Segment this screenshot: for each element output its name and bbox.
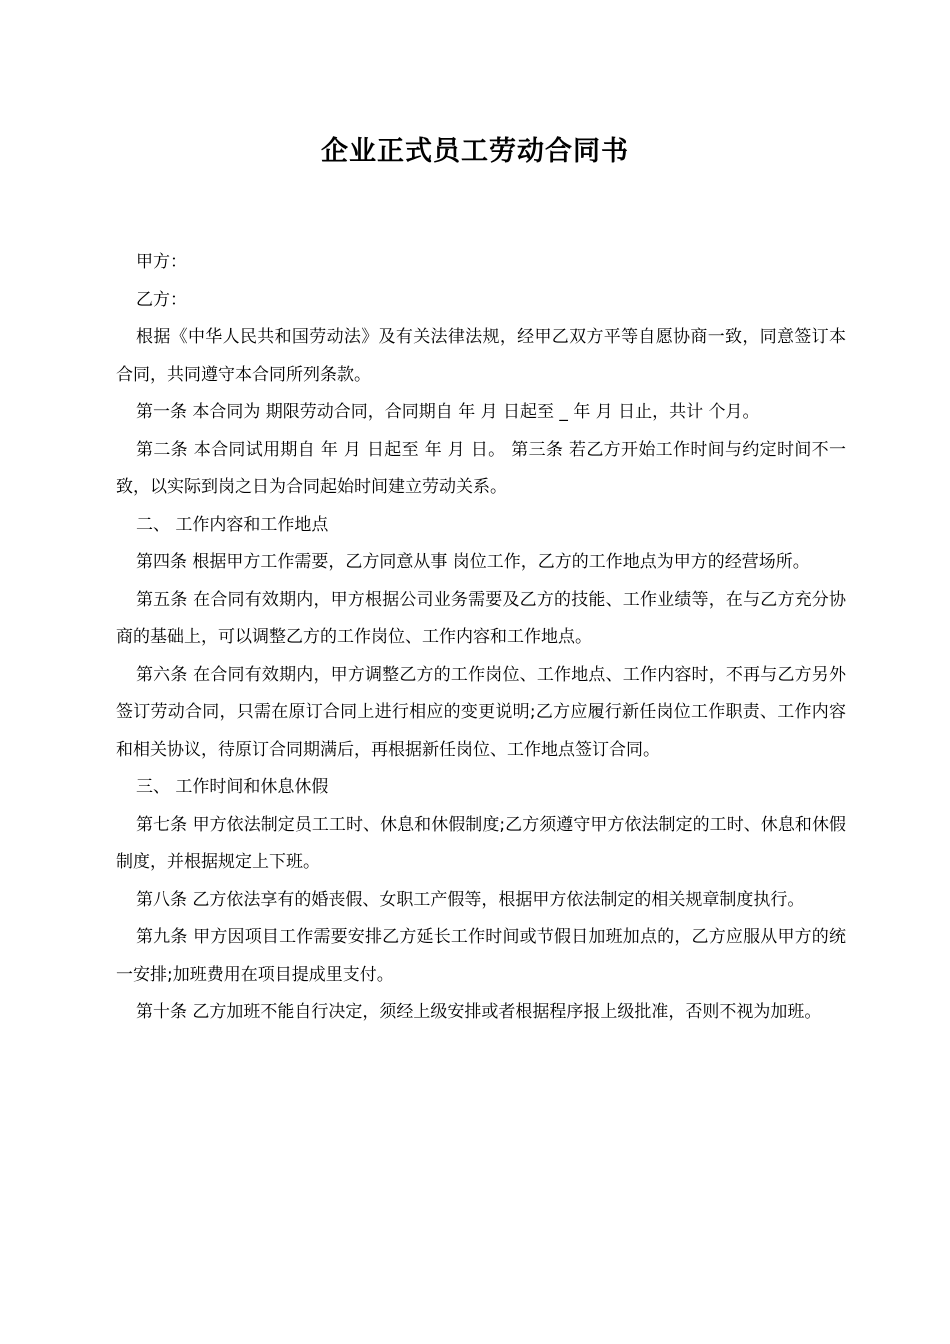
party-a-line: 甲方：	[136, 252, 187, 272]
section-3-heading: 三、 工作时间和休息休假	[136, 777, 329, 797]
article-1-paragraph: 第一条 本合同为 期限劳动合同，合同期自 年 月 日起至 _ 年 月 日止，共计 个月。	[136, 402, 760, 422]
party-b-line: 乙方：	[136, 289, 187, 310]
document-title: 企业正式员工劳动合同书	[321, 136, 629, 167]
article-4-paragraph: 第四条 根据甲方工作需要，乙方同意从事 岗位工作，乙方的工作地点为甲方的经营场所。	[136, 552, 810, 572]
preamble-paragraph: 根据《中华人民共和国劳动法》及有关法律法规，经甲乙双方平等自愿协商一致，同意签订本合同，共同遵守本合同所列条款。	[116, 327, 846, 385]
article-5-paragraph: 第五条 在合同有效期内，甲方根据公司业务需要及乙方的技能、工作业绩等，在与乙方充分协商的基础上，可以调整乙方的工作岗位、工作内容和工作地点。	[116, 589, 846, 647]
article-7-paragraph: 第七条 甲方依法制定员工工时、休息和休假制度;乙方须遵守甲方依法制定的工时、休息和休假制度，并根据规定上下班。	[116, 814, 846, 872]
document-body	[116, 244, 846, 1032]
article-10-paragraph: 第十条 乙方加班不能自行决定，须经上级安排或者根据程序报上级批准，否则不视为加班。	[136, 1002, 822, 1022]
article-2-3-paragraph: 第二条 本合同试用期自 年 月 日起至 年 月 日。 第三条 若乙方开始工作时间与约定时间不一致，以实际到岗之日为合同起始时间建立劳动关系。	[116, 439, 846, 497]
section-2-heading: 二、 工作内容和工作地点	[136, 514, 329, 535]
article-9-paragraph: 第九条 甲方因项目工作需要安排乙方延长工作时间或节假日加班加点的，乙方应服从甲方的统一安排;加班费用在项目提成里支付。	[116, 927, 846, 985]
article-8-paragraph: 第八条 乙方依法享有的婚丧假、女职工产假等，根据甲方依法制定的相关规章制度执行。	[136, 889, 805, 910]
article-6-paragraph: 第六条 在合同有效期内，甲方调整乙方的工作岗位、工作地点、工作内容时，不再与乙方另外签订劳动合同，只需在原订合同上进行相应的变更说明;乙方应履行新任岗位工作职责、工作内容和相关协议，待原订合同期满后，再根据新任岗位、工作地点签订合同。	[116, 664, 846, 760]
